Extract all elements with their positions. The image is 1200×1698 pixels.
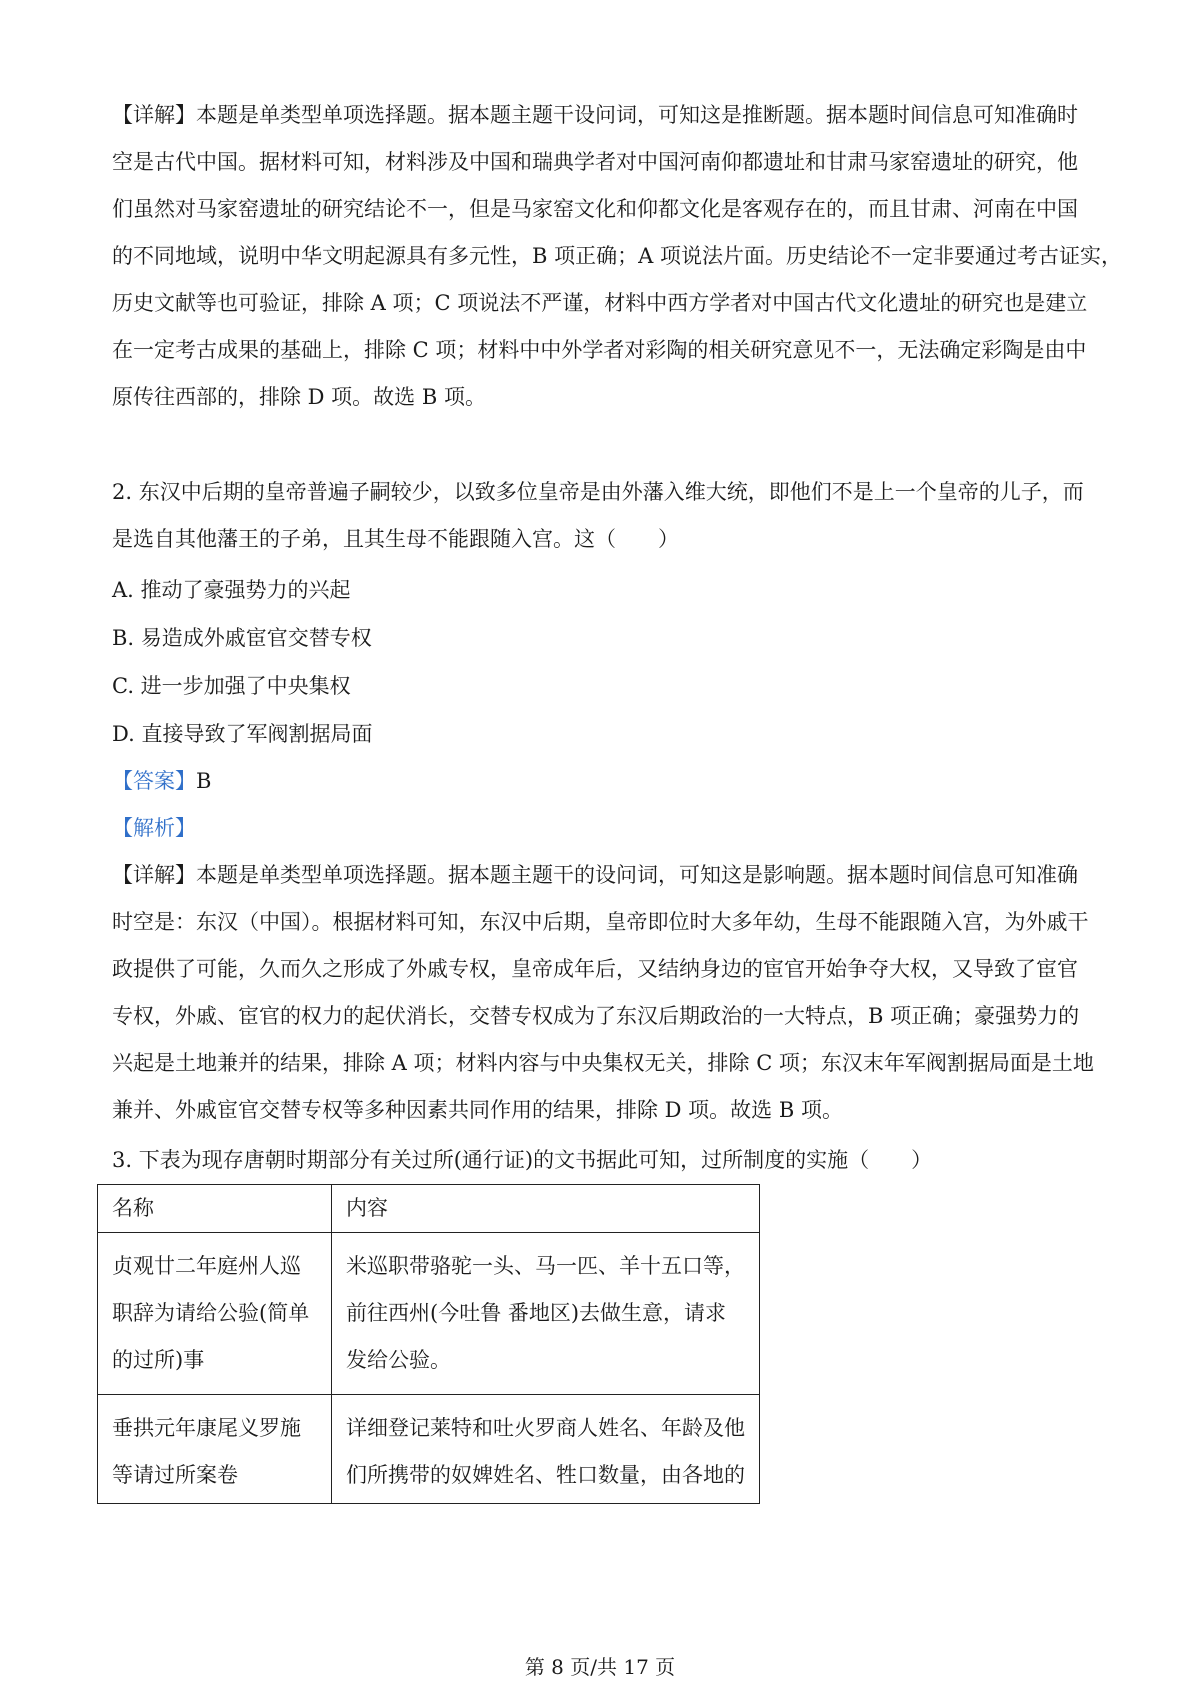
- option-d: D. 直接导致了军阀割据局面: [112, 722, 373, 746]
- analysis-tag: 【解析】: [112, 816, 196, 840]
- q2-stem-line: 2. 东汉中后期的皇帝普遍子嗣较少，以致多位皇帝是由外藩入维大统，即他们不是上一个皇帝的儿子，而: [112, 480, 1084, 504]
- answer-tag: 【答案】: [112, 769, 196, 793]
- detail-line: 在一定考古成果的基础上，排除 C 项；材料中中外学者对彩陶的相关研究意见不一，无法确定彩陶是由中: [112, 338, 1087, 362]
- pass-documents-table: [97, 1184, 760, 1504]
- detail-line: 原传往西部的，排除 D 项。故选 B 项。: [112, 385, 486, 409]
- detail-line: 政提供了可能，久而久之形成了外戚专权，皇帝成年后，又结纳身边的宦官开始争夺大权，又导致了宦官: [112, 957, 1078, 981]
- q3-stem-line: 3. 下表为现存唐朝时期部分有关过所(通行证)的文书据此可知，过所制度的实施（ ）: [112, 1148, 933, 1172]
- table-cell-name: 贞观廿二年庭州人巡 职辞为请给公验(简单 的过所)事: [98, 1233, 332, 1395]
- table-row: [98, 1233, 760, 1395]
- q2-stem: [112, 469, 1094, 563]
- q2-stem-line: 是选自其他藩王的子弟，且其生母不能跟随入宫。这（ ）: [112, 527, 679, 551]
- detail-line: 们虽然对马家窑遗址的研究结论不一，但是马家窑文化和仰都文化是客观存在的，而且甘肃、河南在中国: [112, 197, 1078, 221]
- table-cell-name: 垂拱元年康尾义罗施 等请过所案卷: [98, 1395, 332, 1504]
- option-c: C. 进一步加强了中央集权: [112, 674, 351, 698]
- option-b: B. 易造成外戚宦官交替专权: [112, 626, 372, 650]
- detail-tag: 【详解】: [112, 863, 196, 887]
- detail-line: 历史文献等也可验证，排除 A 项；C 项说法不严谨，材料中西方学者对中国古代文化遗址的研究也是建立: [112, 291, 1088, 315]
- table-row: [98, 1395, 760, 1504]
- detail-tag: 【详解】: [112, 103, 196, 127]
- option-a: A. 推动了豪强势力的兴起: [112, 578, 351, 602]
- table-cell-content: 详细登记莱特和吐火罗商人姓名、年龄及他 们所携带的奴婢姓名、牲口数量，由各地的: [332, 1395, 760, 1504]
- detail-line: 兼并、外戚宦官交替专权等多种因素共同作用的结果，排除 D 项。故选 B 项。: [112, 1098, 843, 1122]
- detail-line: 本题是单类型单项选择题。据本题主题干的设问词，可知这是影响题。据本题时间信息可知准确: [196, 863, 1078, 887]
- q3-stem: [112, 1137, 1094, 1184]
- detail-line: 专权，外戚、宦官的权力的起伏消长，交替专权成为了东汉后期政治的一大特点，B 项正确；豪强势力的: [112, 1004, 1080, 1028]
- detail-line: 的不同地域，说明中华文明起源具有多元性，B 项正确；A 项说法片面。历史结论不一定非要通过考古证实，: [112, 244, 1122, 268]
- detail-line: 时空是：东汉（中国）。根据材料可知，东汉中后期，皇帝即位时大多年幼，生母不能跟随入宫，为外戚干: [112, 910, 1089, 934]
- q2-options: [112, 566, 1094, 758]
- table-header-cell: 内容: [332, 1185, 760, 1233]
- detail-line: 空是古代中国。据材料可知，材料涉及中国和瑞典学者对中国河南仰都遗址和甘肃马家窑遗址的研究，他: [112, 150, 1078, 174]
- answer-value: B: [196, 769, 212, 793]
- q2-answer-block: [112, 758, 1094, 852]
- detail-line: 兴起是土地兼并的结果，排除 A 项；材料内容与中央集权无关，排除 C 项；东汉末年军阀割据局面是土地: [112, 1051, 1094, 1075]
- q2-detail-paragraph: [112, 852, 1094, 1134]
- table-header-row: [98, 1185, 760, 1233]
- q1-detail-paragraph: [112, 92, 1122, 421]
- table-cell-content: 米巡职带骆驼一头、马一匹、羊十五口等， 前往西州(今吐鲁 番地区)去做生意，请求 发给公验。: [332, 1233, 760, 1395]
- detail-line: 本题是单类型单项选择题。据本题主题干设问词，可知这是推断题。据本题时间信息可知准确时: [196, 103, 1078, 127]
- table-header-cell: 名称: [98, 1185, 332, 1233]
- page-number: 第 8 页/共 17 页: [524, 1655, 676, 1679]
